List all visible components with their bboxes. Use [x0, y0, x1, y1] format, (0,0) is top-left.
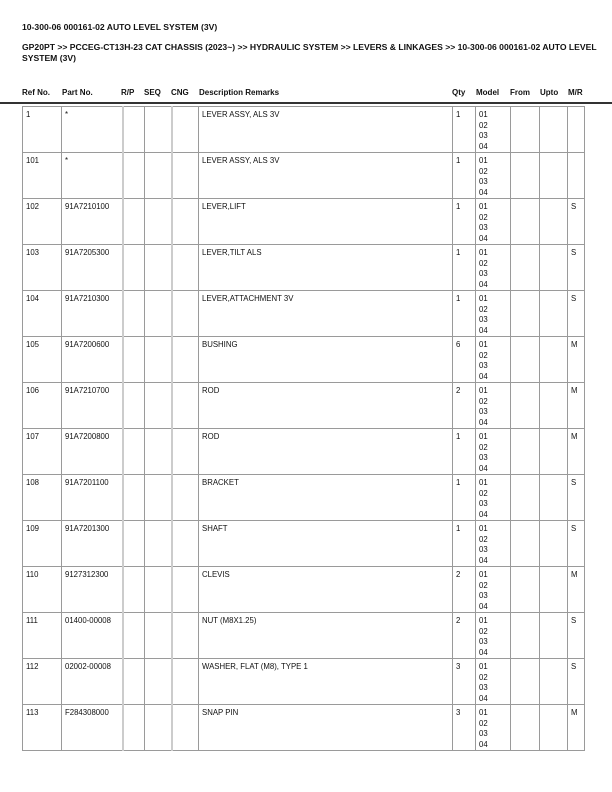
- model-code: 02: [479, 672, 488, 682]
- model-code: 01: [479, 662, 488, 671]
- rp-cell: [123, 567, 145, 613]
- from-cell: [511, 567, 540, 613]
- ref-cell: 102: [23, 199, 62, 245]
- qty-cell: 3: [453, 705, 476, 751]
- cng-cell: [172, 567, 199, 613]
- description-cell: SNAP PIN: [199, 705, 453, 751]
- model-code: 04: [479, 463, 488, 473]
- table-row: [23, 291, 585, 337]
- qty-cell: 2: [453, 613, 476, 659]
- table-row: [23, 613, 585, 659]
- from-cell: [511, 291, 540, 337]
- upto-cell: [540, 429, 568, 475]
- part-no-cell: 91A7210700: [62, 383, 123, 429]
- qty-cell: 1: [453, 107, 476, 153]
- cng-cell: [172, 613, 199, 659]
- model-code: 01: [479, 248, 488, 257]
- part-no-cell: 01400-00008: [62, 613, 123, 659]
- model-cell: [476, 245, 511, 291]
- part-no-cell: 91A7200800: [62, 429, 123, 475]
- mr-cell: M: [568, 337, 585, 383]
- model-code: 03: [479, 637, 488, 646]
- model-code: 03: [479, 223, 488, 232]
- description-cell: BUSHING: [199, 337, 453, 383]
- upto-cell: [540, 153, 568, 199]
- model-code: 04: [479, 279, 488, 289]
- from-cell: [511, 475, 540, 521]
- seq-cell: [145, 521, 172, 567]
- model-code: 03: [479, 315, 488, 324]
- rp-cell: [123, 659, 145, 705]
- part-no-cell: *: [62, 153, 123, 199]
- qty-cell: 1: [453, 475, 476, 521]
- from-cell: [511, 705, 540, 751]
- model-code: 02: [479, 120, 488, 130]
- ref-cell: 108: [23, 475, 62, 521]
- qty-cell: 2: [453, 383, 476, 429]
- from-cell: [511, 337, 540, 383]
- header-from: From: [510, 88, 530, 97]
- qty-cell: 1: [453, 153, 476, 199]
- part-no-cell: 91A7201300: [62, 521, 123, 567]
- seq-cell: [145, 475, 172, 521]
- upto-cell: [540, 245, 568, 291]
- from-cell: [511, 199, 540, 245]
- mr-cell: S: [568, 245, 585, 291]
- model-code: 01: [479, 478, 488, 487]
- table-row: [23, 383, 585, 429]
- model-code: 04: [479, 509, 488, 519]
- header-cng: CNG: [171, 88, 189, 97]
- from-cell: [511, 107, 540, 153]
- table-row: [23, 521, 585, 567]
- qty-cell: 1: [453, 199, 476, 245]
- table-row: [23, 475, 585, 521]
- part-no-cell: 02002-00008: [62, 659, 123, 705]
- seq-cell: [145, 291, 172, 337]
- cng-cell: [172, 245, 199, 291]
- seq-cell: [145, 429, 172, 475]
- seq-cell: [145, 659, 172, 705]
- model-code: 01: [479, 708, 488, 717]
- model-cell: [476, 199, 511, 245]
- model-code: 02: [479, 442, 488, 452]
- upto-cell: [540, 291, 568, 337]
- from-cell: [511, 613, 540, 659]
- part-no-cell: 91A7205300: [62, 245, 123, 291]
- seq-cell: [145, 567, 172, 613]
- part-no-cell: 91A7201100: [62, 475, 123, 521]
- from-cell: [511, 383, 540, 429]
- mr-cell: S: [568, 291, 585, 337]
- model-code: 02: [479, 304, 488, 314]
- seq-cell: [145, 245, 172, 291]
- header-model: Model: [476, 88, 500, 97]
- seq-cell: [145, 153, 172, 199]
- breadcrumb: GP20PT >> PCCEG-CT13H-23 CAT CHASSIS (2023~) >> HYDRAULIC SYSTEM >> LEVERS & LINKAGES >> 10-300-06 000161-02 AUTO LEVEL SYSTEM (3V): [22, 42, 597, 63]
- model-cell: [476, 291, 511, 337]
- header-mr: M/R: [568, 88, 583, 97]
- header-qty: Qty: [452, 88, 466, 97]
- cng-cell: [172, 429, 199, 475]
- from-cell: [511, 153, 540, 199]
- model-code: 01: [479, 616, 488, 625]
- table-row: [23, 199, 585, 245]
- rp-cell: [123, 475, 145, 521]
- mr-cell: M: [568, 567, 585, 613]
- model-code: 01: [479, 202, 488, 211]
- model-cell: [476, 705, 511, 751]
- rp-cell: [123, 153, 145, 199]
- model-code: 04: [479, 141, 488, 151]
- model-code: 03: [479, 545, 488, 554]
- table-row: [23, 153, 585, 199]
- mr-cell: S: [568, 613, 585, 659]
- qty-cell: 1: [453, 291, 476, 337]
- table-row: [23, 337, 585, 383]
- cng-cell: [172, 153, 199, 199]
- description-cell: ROD: [199, 383, 453, 429]
- rp-cell: [123, 199, 145, 245]
- model-code: 02: [479, 718, 488, 728]
- cng-cell: [172, 107, 199, 153]
- description-cell: CLEVIS: [199, 567, 453, 613]
- from-cell: [511, 245, 540, 291]
- description-cell: SHAFT: [199, 521, 453, 567]
- upto-cell: [540, 705, 568, 751]
- model-code: 02: [479, 626, 488, 636]
- cng-cell: [172, 475, 199, 521]
- rp-cell: [123, 291, 145, 337]
- upto-cell: [540, 337, 568, 383]
- header-divider: [0, 102, 612, 104]
- mr-cell: S: [568, 521, 585, 567]
- ref-cell: 106: [23, 383, 62, 429]
- page-title: 10-300-06 000161-02 AUTO LEVEL SYSTEM (3V): [22, 22, 218, 32]
- description-cell: LEVER,LIFT: [199, 199, 453, 245]
- cng-cell: [172, 199, 199, 245]
- model-code: 01: [479, 110, 488, 119]
- model-code: 04: [479, 417, 488, 427]
- mr-cell: [568, 153, 585, 199]
- rp-cell: [123, 705, 145, 751]
- model-code: 01: [479, 432, 488, 441]
- upto-cell: [540, 199, 568, 245]
- table-row: [23, 659, 585, 705]
- model-cell: [476, 475, 511, 521]
- ref-cell: 104: [23, 291, 62, 337]
- mr-cell: [568, 107, 585, 153]
- header-seq: SEQ: [144, 88, 161, 97]
- model-cell: [476, 567, 511, 613]
- upto-cell: [540, 613, 568, 659]
- qty-cell: 3: [453, 659, 476, 705]
- part-no-cell: 91A7210100: [62, 199, 123, 245]
- qty-cell: 1: [453, 521, 476, 567]
- description-cell: LEVER ASSY, ALS 3V: [199, 107, 453, 153]
- model-code: 01: [479, 386, 488, 395]
- description-cell: LEVER,ATTACHMENT 3V: [199, 291, 453, 337]
- model-code: 03: [479, 683, 488, 692]
- model-cell: [476, 383, 511, 429]
- cng-cell: [172, 659, 199, 705]
- ref-cell: 101: [23, 153, 62, 199]
- mr-cell: M: [568, 705, 585, 751]
- model-code: 03: [479, 407, 488, 416]
- cng-cell: [172, 521, 199, 567]
- part-no-cell: *: [62, 107, 123, 153]
- description-cell: NUT (M8X1.25): [199, 613, 453, 659]
- part-no-cell: 91A7210300: [62, 291, 123, 337]
- cng-cell: [172, 383, 199, 429]
- model-cell: [476, 107, 511, 153]
- model-code: 03: [479, 361, 488, 370]
- mr-cell: M: [568, 383, 585, 429]
- model-code: 03: [479, 591, 488, 600]
- rp-cell: [123, 245, 145, 291]
- rp-cell: [123, 429, 145, 475]
- rp-cell: [123, 613, 145, 659]
- parts-table: [22, 106, 585, 751]
- table-row: [23, 429, 585, 475]
- model-code: 03: [479, 453, 488, 462]
- model-code: 03: [479, 177, 488, 186]
- model-code: 03: [479, 269, 488, 278]
- upto-cell: [540, 383, 568, 429]
- rp-cell: [123, 383, 145, 429]
- rp-cell: [123, 337, 145, 383]
- header-part: Part No.: [62, 88, 93, 97]
- model-code: 04: [479, 371, 488, 381]
- from-cell: [511, 659, 540, 705]
- cng-cell: [172, 705, 199, 751]
- model-code: 01: [479, 294, 488, 303]
- mr-cell: M: [568, 429, 585, 475]
- description-cell: BRACKET: [199, 475, 453, 521]
- model-code: 02: [479, 580, 488, 590]
- mr-cell: S: [568, 199, 585, 245]
- model-code: 04: [479, 739, 488, 749]
- header-upto: Upto: [540, 88, 559, 97]
- model-cell: [476, 613, 511, 659]
- table-row: [23, 245, 585, 291]
- table-row: [23, 107, 585, 153]
- model-code: 03: [479, 131, 488, 140]
- ref-cell: 1: [23, 107, 62, 153]
- model-code: 04: [479, 601, 488, 611]
- from-cell: [511, 429, 540, 475]
- ref-cell: 103: [23, 245, 62, 291]
- ref-cell: 105: [23, 337, 62, 383]
- header-desc: Description Remarks: [199, 88, 280, 97]
- from-cell: [511, 521, 540, 567]
- part-no-cell: 91A7200600: [62, 337, 123, 383]
- model-code: 01: [479, 524, 488, 533]
- mr-cell: S: [568, 475, 585, 521]
- qty-cell: 6: [453, 337, 476, 383]
- model-code: 02: [479, 396, 488, 406]
- model-code: 01: [479, 340, 488, 349]
- model-code: 01: [479, 156, 488, 165]
- seq-cell: [145, 337, 172, 383]
- upto-cell: [540, 659, 568, 705]
- upto-cell: [540, 567, 568, 613]
- seq-cell: [145, 383, 172, 429]
- table-row: [23, 705, 585, 751]
- qty-cell: 1: [453, 245, 476, 291]
- table-header: [0, 88, 612, 102]
- description-cell: WASHER, FLAT (M8), TYPE 1: [199, 659, 453, 705]
- ref-cell: 109: [23, 521, 62, 567]
- model-cell: [476, 337, 511, 383]
- header-rp: R/P: [121, 88, 135, 97]
- model-code: 04: [479, 647, 488, 657]
- ref-cell: 112: [23, 659, 62, 705]
- seq-cell: [145, 199, 172, 245]
- cng-cell: [172, 337, 199, 383]
- rp-cell: [123, 521, 145, 567]
- model-cell: [476, 429, 511, 475]
- part-no-cell: 9127312300: [62, 567, 123, 613]
- seq-cell: [145, 107, 172, 153]
- model-code: 04: [479, 233, 488, 243]
- model-cell: [476, 521, 511, 567]
- mr-cell: S: [568, 659, 585, 705]
- ref-cell: 111: [23, 613, 62, 659]
- upto-cell: [540, 475, 568, 521]
- upto-cell: [540, 107, 568, 153]
- model-code: 04: [479, 325, 488, 335]
- model-code: 01: [479, 570, 488, 579]
- model-code: 02: [479, 212, 488, 222]
- seq-cell: [145, 613, 172, 659]
- qty-cell: 2: [453, 567, 476, 613]
- model-code: 03: [479, 729, 488, 738]
- model-code: 04: [479, 187, 488, 197]
- table-row: [23, 567, 585, 613]
- model-cell: [476, 659, 511, 705]
- ref-cell: 107: [23, 429, 62, 475]
- description-cell: ROD: [199, 429, 453, 475]
- model-code: 02: [479, 350, 488, 360]
- cng-cell: [172, 291, 199, 337]
- ref-cell: 113: [23, 705, 62, 751]
- seq-cell: [145, 705, 172, 751]
- description-cell: LEVER ASSY, ALS 3V: [199, 153, 453, 199]
- ref-cell: 110: [23, 567, 62, 613]
- model-cell: [476, 153, 511, 199]
- model-code: 02: [479, 166, 488, 176]
- model-code: 02: [479, 534, 488, 544]
- model-code: 04: [479, 555, 488, 565]
- model-code: 02: [479, 488, 488, 498]
- upto-cell: [540, 521, 568, 567]
- model-code: 02: [479, 258, 488, 268]
- header-ref: Ref No.: [22, 88, 50, 97]
- rp-cell: [123, 107, 145, 153]
- part-no-cell: F284308000: [62, 705, 123, 751]
- model-code: 03: [479, 499, 488, 508]
- qty-cell: 1: [453, 429, 476, 475]
- description-cell: LEVER,TILT ALS: [199, 245, 453, 291]
- model-code: 04: [479, 693, 488, 703]
